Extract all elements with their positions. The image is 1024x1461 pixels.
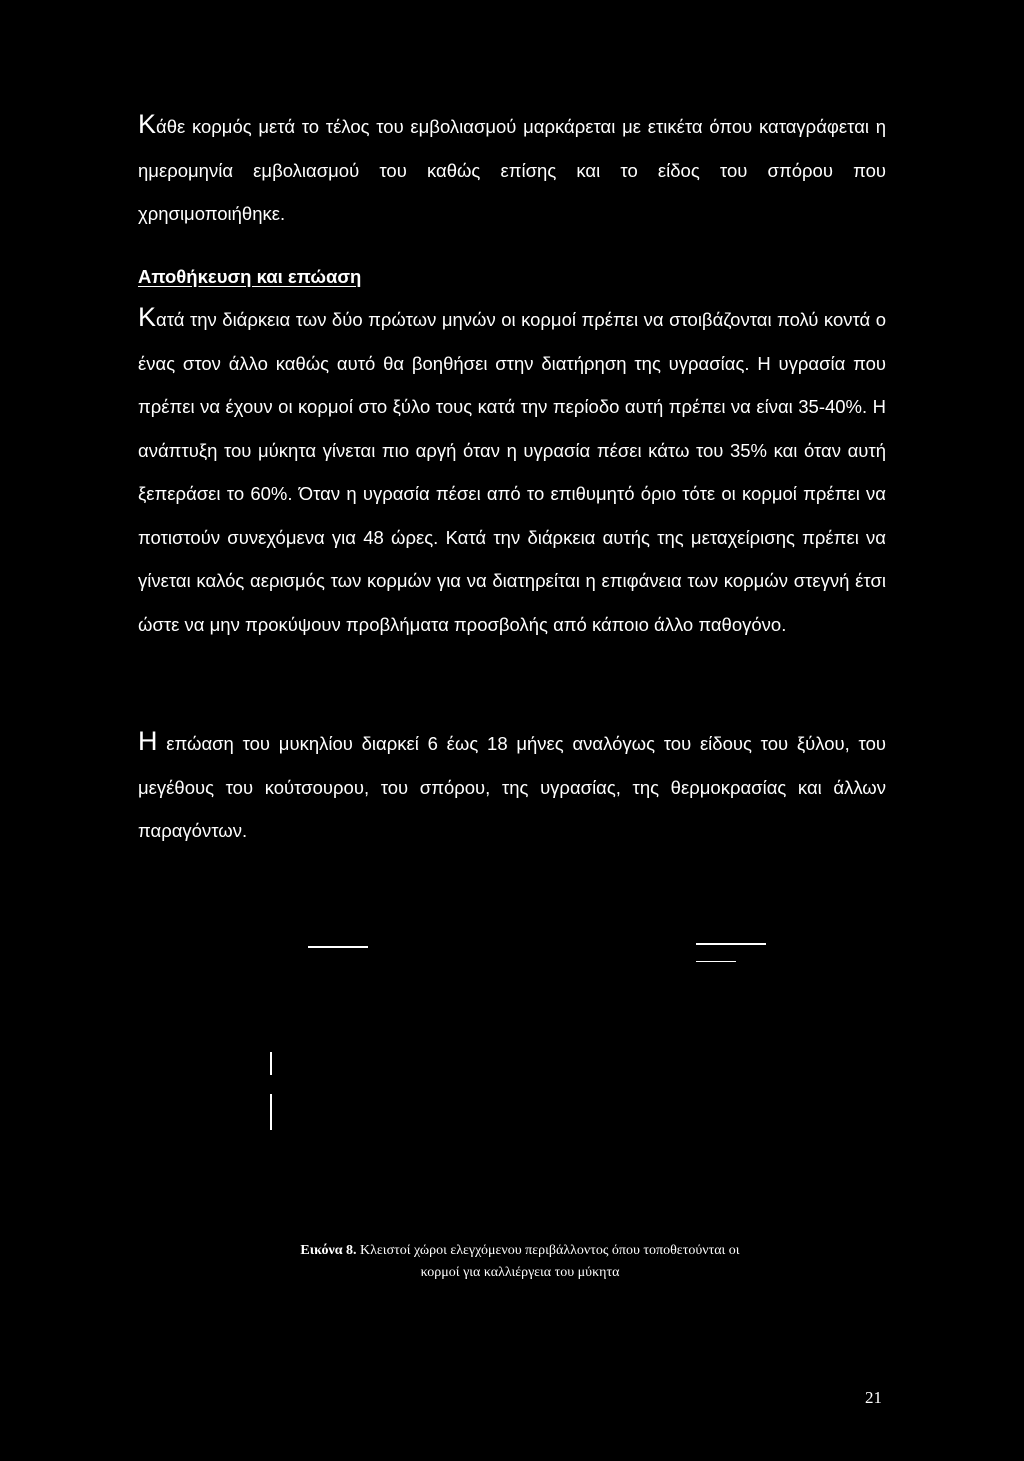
paragraph-3-dropcap: Η xyxy=(138,726,158,756)
paragraph-1 xyxy=(138,105,886,236)
paragraph-2 xyxy=(138,298,886,646)
figure-line-3 xyxy=(696,961,736,962)
figure-line-4 xyxy=(270,1052,272,1075)
paragraph-2-dropcap: Κ xyxy=(138,302,157,332)
figure-caption-line-1 xyxy=(200,1240,840,1262)
figure-label: Εικόνα 8. xyxy=(300,1243,357,1258)
figure-caption-line-2: κορμοί για καλλιέργεια του μύκητα xyxy=(420,1265,620,1280)
figure-caption xyxy=(200,1240,840,1284)
figure-line-2 xyxy=(696,943,766,945)
section-heading: Αποθήκευση και επώαση xyxy=(138,266,362,287)
figure-line-1 xyxy=(308,946,368,948)
paragraph-3 xyxy=(138,722,886,853)
figure-caption-text-1: Κλειστοί χώροι ελεγχόμενου περιβάλλοντος όπου τοποθετούνται οι xyxy=(360,1243,740,1258)
paragraph-2-text: ατά την διάρκεια των δύο πρώτων μηνών οι κορμοί πρέπει να στοιβάζονται πολύ κοντά ο ένας στον άλλο καθώς αυτό θα βοηθήσει στην διατήρηση της υγρασίας. Η υγρασία που πρέπει να έχουν οι κορμοί στο ξύλο τους κατά την περίοδο αυτή πρέπει να είναι 35-40%. Η ανάπτυξη του μύκητα γίνεται πιο αργή όταν η υγρασία πέσει κάτω του 35% και όταν αυτή ξεπεράσει το 60%. Όταν η υγρασία πέσει από το επιθυμητό όριο τότε οι κορμοί πρέπει να ποτιστούν συνεχόμενα για 48 ώρες. Κατά την διάρκεια αυτής της μεταχείρισης πρέπει να γίνεται καλός αερισμός των κορμών για να διατηρείται η επιφάνεια των κορμών στεγνή έτσι ώστε να μην προκύψουν προβλήματα προσβολής από κάποιο άλλο παθογόνο. xyxy=(138,309,886,635)
page-number: 21 xyxy=(865,1388,882,1407)
paragraph-3-text: επώαση του μυκηλίου διαρκεί 6 έως 18 μήνες αναλόγως του είδους του ξύλου, του μεγέθους του κούτσουρου, του σπόρου, της υγρασίας, της θερμοκρασίας και άλλων παραγόντων. xyxy=(138,733,886,841)
paragraph-1-text: άθε κορμός μετά το τέλος του εμβολιασμού μαρκάρεται με ετικέτα όπου καταγράφεται η ημερομηνία εμβολιασμού του καθώς επίσης και το είδος του σπόρου που χρησιμοποιήθηκε. xyxy=(138,116,886,224)
paragraph-1-dropcap: Κ xyxy=(138,109,157,139)
figure-line-5 xyxy=(270,1094,272,1130)
